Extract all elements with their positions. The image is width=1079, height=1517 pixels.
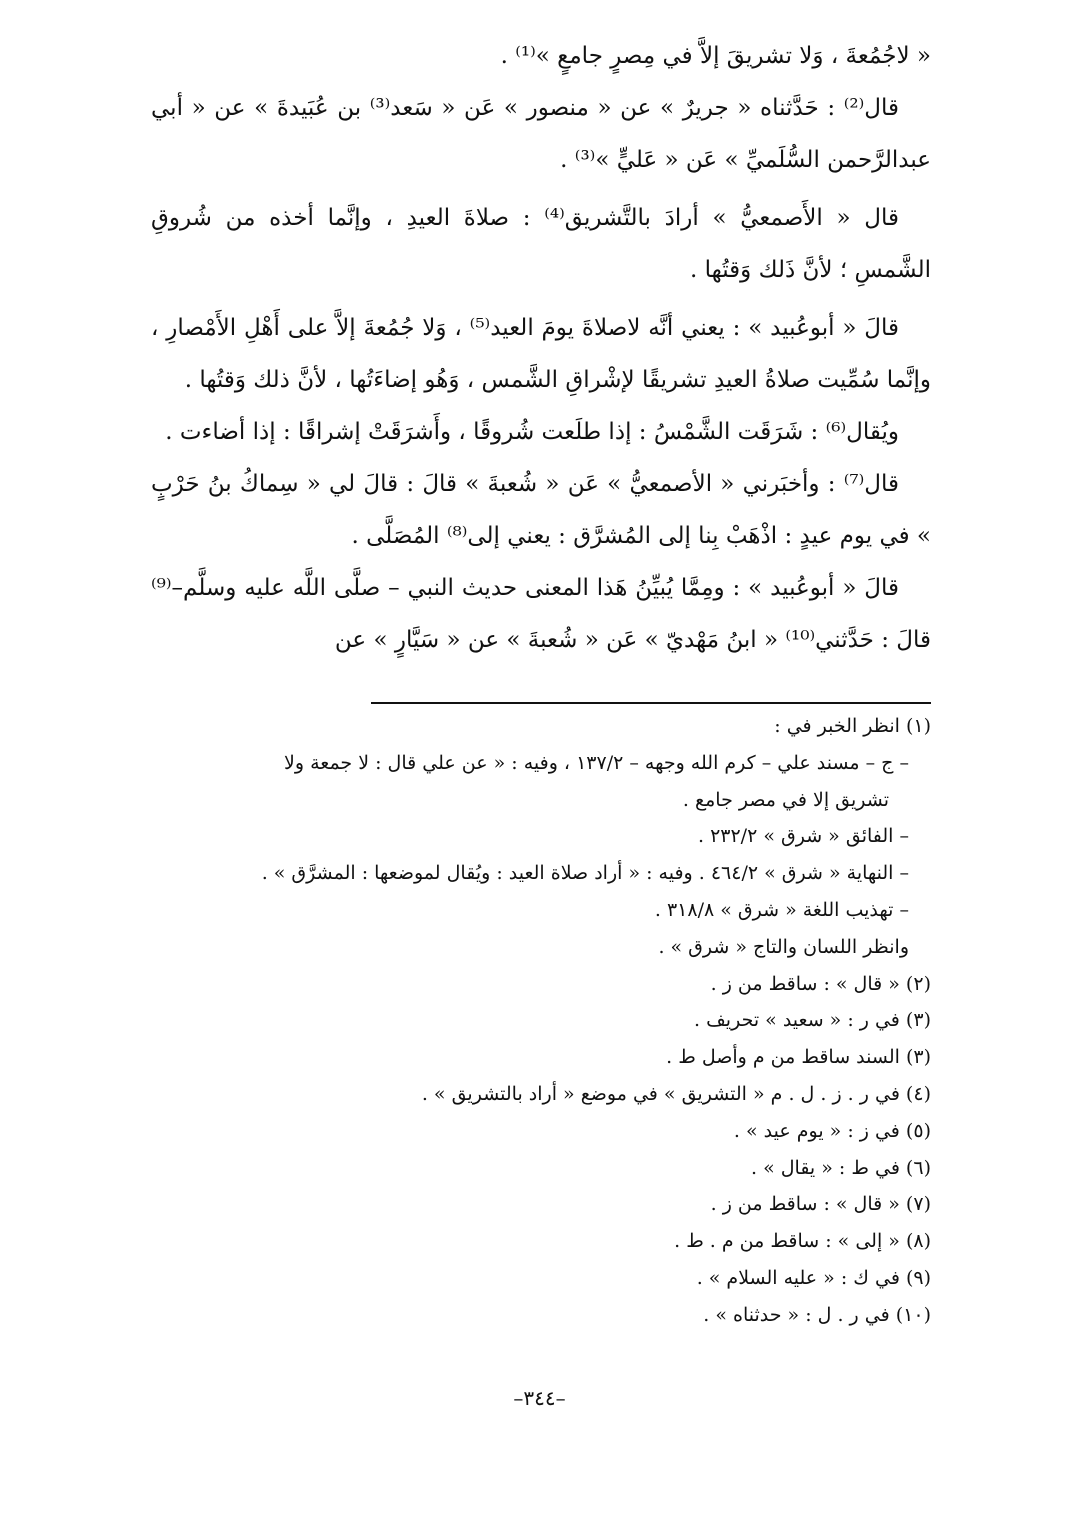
- footnote: (٧) « قال » : ساقط من ز .: [710, 1193, 931, 1216]
- footnotes: [191, 708, 931, 1334]
- main-paragraph: قال⁽⁷⁾ : وأخبَرني « الأصمعيُّ » عَن « شُعبةَ » قالَ : قالَ لي « سِماكُ بنُ حَرْبٍ » في يوم عيدٍ : اذْهَبْ بِنا إلى المُشرَّق : يعني إلى⁽⁸⁾ المُصَلَّى .: [151, 471, 931, 549]
- footnote: – النهاية « شرق » ٤٦٤/٢ . وفيه : « أراد صلاة العيد : ويُقال لموضعها : المشرَّق » .: [261, 862, 909, 885]
- main-paragraph: قالَ « أبوعُبيد » : ومِمَّا يُبيِّنُ هَذا المعنى حديث النبي – صلَّى اللَّه عليه وسلَّم–⁽⁹⁾ قالَ : حَدَّثني⁽¹⁰⁾ « ابنُ مَهْديّ » عَن « شُعبةَ » عن « سَيَّارٍ » عن: [151, 575, 931, 653]
- main-paragraph: ويُقال⁽⁶⁾ : شَرَقَت الشَّمْسُ : إذا طلَعت شُروقًا ، وأَشرَقَتْ إشراقًا : إذا أضاءت .: [165, 419, 899, 445]
- footnote: (٣) السند ساقط من م وأصل ط .: [666, 1046, 931, 1069]
- footnote: (٨) « إلى » : ساقط من م . ط .: [674, 1230, 931, 1253]
- footnote: (١٠) في ر . ل : « حدثناه » .: [703, 1303, 931, 1326]
- footnote-divider: [371, 702, 931, 704]
- page-number: –٣٤٤–: [513, 1386, 566, 1410]
- footnote: (٩) في ك : « عليه السلام » .: [696, 1266, 931, 1289]
- footnote: – تهذيب اللغة « شرق » ٣١٨/٨ .: [654, 898, 909, 921]
- main-paragraph: قال « الأَصمعيُّ » أرادَ بالتَّشريق⁽⁴⁾ : صلاةَ العيدِ ، وإنَّما أخذه من شُروقِ الشَّمسِ ؛ لأنَّ ذَلك وَقتُها .: [151, 205, 931, 283]
- footnote: وانظر اللسان والتاج « شرق » .: [658, 935, 909, 958]
- footnote: – ج – مسند علي – كرم الله وجهه – ١٣٧/٢ ، وفيه : « عن علي قال : لا جمعة ولا: [284, 751, 909, 774]
- footnote: تشريق إلا في مصر جامع .: [682, 788, 889, 811]
- footnote: (٦) في ط : « يقال » .: [750, 1156, 931, 1179]
- footnote: (٤) في ر . ز . ل . م « التشريق » في موضع « أراد بالتشريق » .: [421, 1082, 931, 1105]
- main-paragraph: قالَ « أبوعُبيد » : يعني أنَّه لاصلاةَ يومَ العيد⁽⁵⁾ ، وَلا جُمُعةَ إلاَّ على أَهْلِ الأَمْصارِ ، وإنَّما سُمِّيت صلاةُ العيدِ تشريقًا لإشْراقِ الشَّمس ، وَهُو إضاءَتُها ، لأنَّ ذلك وَقتُها .: [151, 315, 931, 393]
- main-paragraph: « لاجُمُعةَ ، وَلا تشريقَ إلاَّ في مِصرٍ جامعٍ »⁽¹⁾ .: [500, 43, 931, 69]
- main-text: [151, 30, 931, 666]
- footnote: (١) انظر الخبر في :: [774, 715, 931, 737]
- footnote: (٣) في ر : « سعيد » تحريف .: [694, 1009, 931, 1032]
- footnote: – الفائق « شرق » ٢٣٢/٢ .: [697, 825, 909, 848]
- footnote: (٢) « قال » : ساقط من ز .: [710, 972, 931, 995]
- footnote: (٥) في ز : « يوم عيد » .: [733, 1119, 931, 1142]
- main-paragraph: قال⁽²⁾ : حَدَّثناه « جريرٌ » عن « منصور » عَن « سَعد⁽³⁾ بن عُبَيدةَ » عن « أبي عبدالرَّحمن السُّلَميِّ » عَن « عَليٍّ »⁽³⁾ .: [151, 95, 931, 173]
